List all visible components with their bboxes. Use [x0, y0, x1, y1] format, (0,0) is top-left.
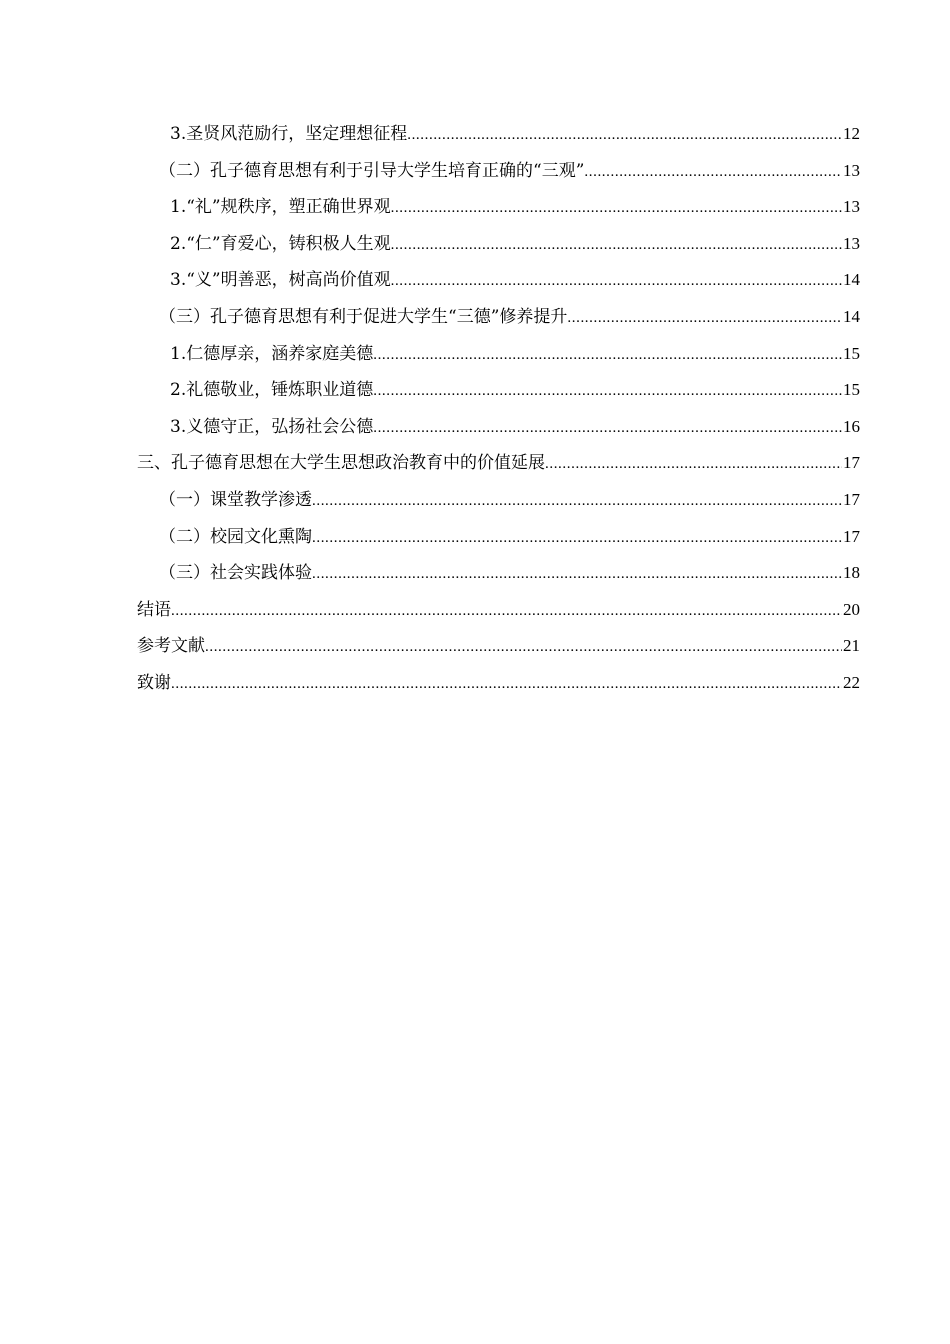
toc-entry[interactable]	[137, 376, 860, 413]
toc-entry-title: （二）校园文化熏陶	[159, 526, 312, 547]
toc-page-number: 16	[843, 416, 860, 436]
toc-entry-title: 1.仁德厚亲，涵养家庭美德	[170, 343, 374, 364]
toc-dot-leader	[171, 597, 842, 625]
toc-entry-title: 三、孔子德育思想在大学生思想政治教育中的价值延展	[137, 453, 545, 474]
toc-entry[interactable]	[137, 486, 860, 523]
toc-page-number: 15	[843, 380, 860, 400]
toc-entry-title: 3.义德守正，弘扬社会公德	[170, 416, 374, 437]
toc-page-number: 13	[843, 233, 860, 253]
toc-dot-leader	[171, 670, 842, 698]
toc-dot-leader	[312, 487, 842, 515]
toc-page-number: 17	[843, 489, 860, 509]
toc-dot-leader	[373, 341, 842, 369]
toc-entry[interactable]	[137, 193, 860, 230]
toc-dot-leader	[373, 414, 842, 442]
toc-page-number: 13	[843, 197, 860, 217]
toc-page-number: 20	[843, 599, 860, 619]
toc-entry[interactable]	[137, 303, 860, 340]
toc-dot-leader	[391, 267, 842, 295]
toc-dot-leader	[567, 304, 842, 332]
toc-page-number: 18	[843, 563, 860, 583]
toc-page-number: 12	[843, 124, 860, 143]
toc-entry-title: 3.“义”明善恶，树高尚价值观	[170, 270, 391, 291]
toc-page-number: 22	[843, 672, 860, 692]
toc-entry-title: 参考文献	[137, 636, 205, 657]
toc-entry[interactable]	[137, 120, 860, 157]
toc-dot-leader	[391, 194, 842, 222]
toc-dot-leader	[391, 231, 842, 259]
toc-entry[interactable]	[137, 632, 860, 669]
toc-entry[interactable]	[137, 413, 860, 450]
toc-dot-leader	[312, 560, 842, 588]
toc-entry-title: （一）课堂教学渗透	[159, 489, 312, 510]
toc-dot-leader	[584, 158, 842, 186]
toc-entry-title: 3.圣贤风范励行，坚定理想征程	[170, 124, 408, 144]
toc-page-number: 14	[843, 306, 860, 326]
toc-entry-title: 致谢	[137, 672, 171, 693]
table-of-contents	[137, 120, 860, 706]
toc-dot-leader	[312, 524, 842, 552]
toc-entry-title: （二）孔子德育思想有利于引导大学生培育正确的“三观”	[159, 160, 585, 181]
toc-entry[interactable]	[137, 340, 860, 377]
toc-dot-leader	[545, 450, 842, 478]
toc-page-number: 15	[843, 343, 860, 363]
toc-page-number: 13	[843, 160, 860, 180]
toc-entry-title: 1.“礼”规秩序，塑正确世界观	[170, 197, 391, 218]
toc-entry-title: 结语	[137, 599, 171, 620]
toc-entry[interactable]	[137, 230, 860, 267]
toc-entry[interactable]	[137, 157, 860, 194]
toc-entry-title: （三）孔子德育思想有利于促进大学生“三德”修养提升	[159, 306, 568, 327]
toc-entry[interactable]	[137, 523, 860, 560]
toc-entry-title: （三）社会实践体验	[159, 563, 312, 584]
toc-entry-title: 2.“仁”育爱心，铸积极人生观	[170, 233, 391, 254]
toc-dot-leader	[205, 633, 842, 661]
toc-page-number: 21	[843, 636, 860, 656]
toc-page-number: 14	[843, 270, 860, 290]
toc-page-number: 17	[843, 526, 860, 546]
toc-entry[interactable]	[137, 449, 860, 486]
toc-entry[interactable]	[137, 669, 860, 706]
toc-entry[interactable]	[137, 596, 860, 633]
toc-dot-leader	[373, 377, 842, 405]
toc-dot-leader	[407, 121, 842, 149]
toc-entry[interactable]	[137, 559, 860, 596]
toc-entry[interactable]	[137, 266, 860, 303]
toc-page-number: 17	[843, 453, 860, 473]
toc-entry-title: 2.礼德敬业，锤炼职业道德	[170, 380, 374, 401]
